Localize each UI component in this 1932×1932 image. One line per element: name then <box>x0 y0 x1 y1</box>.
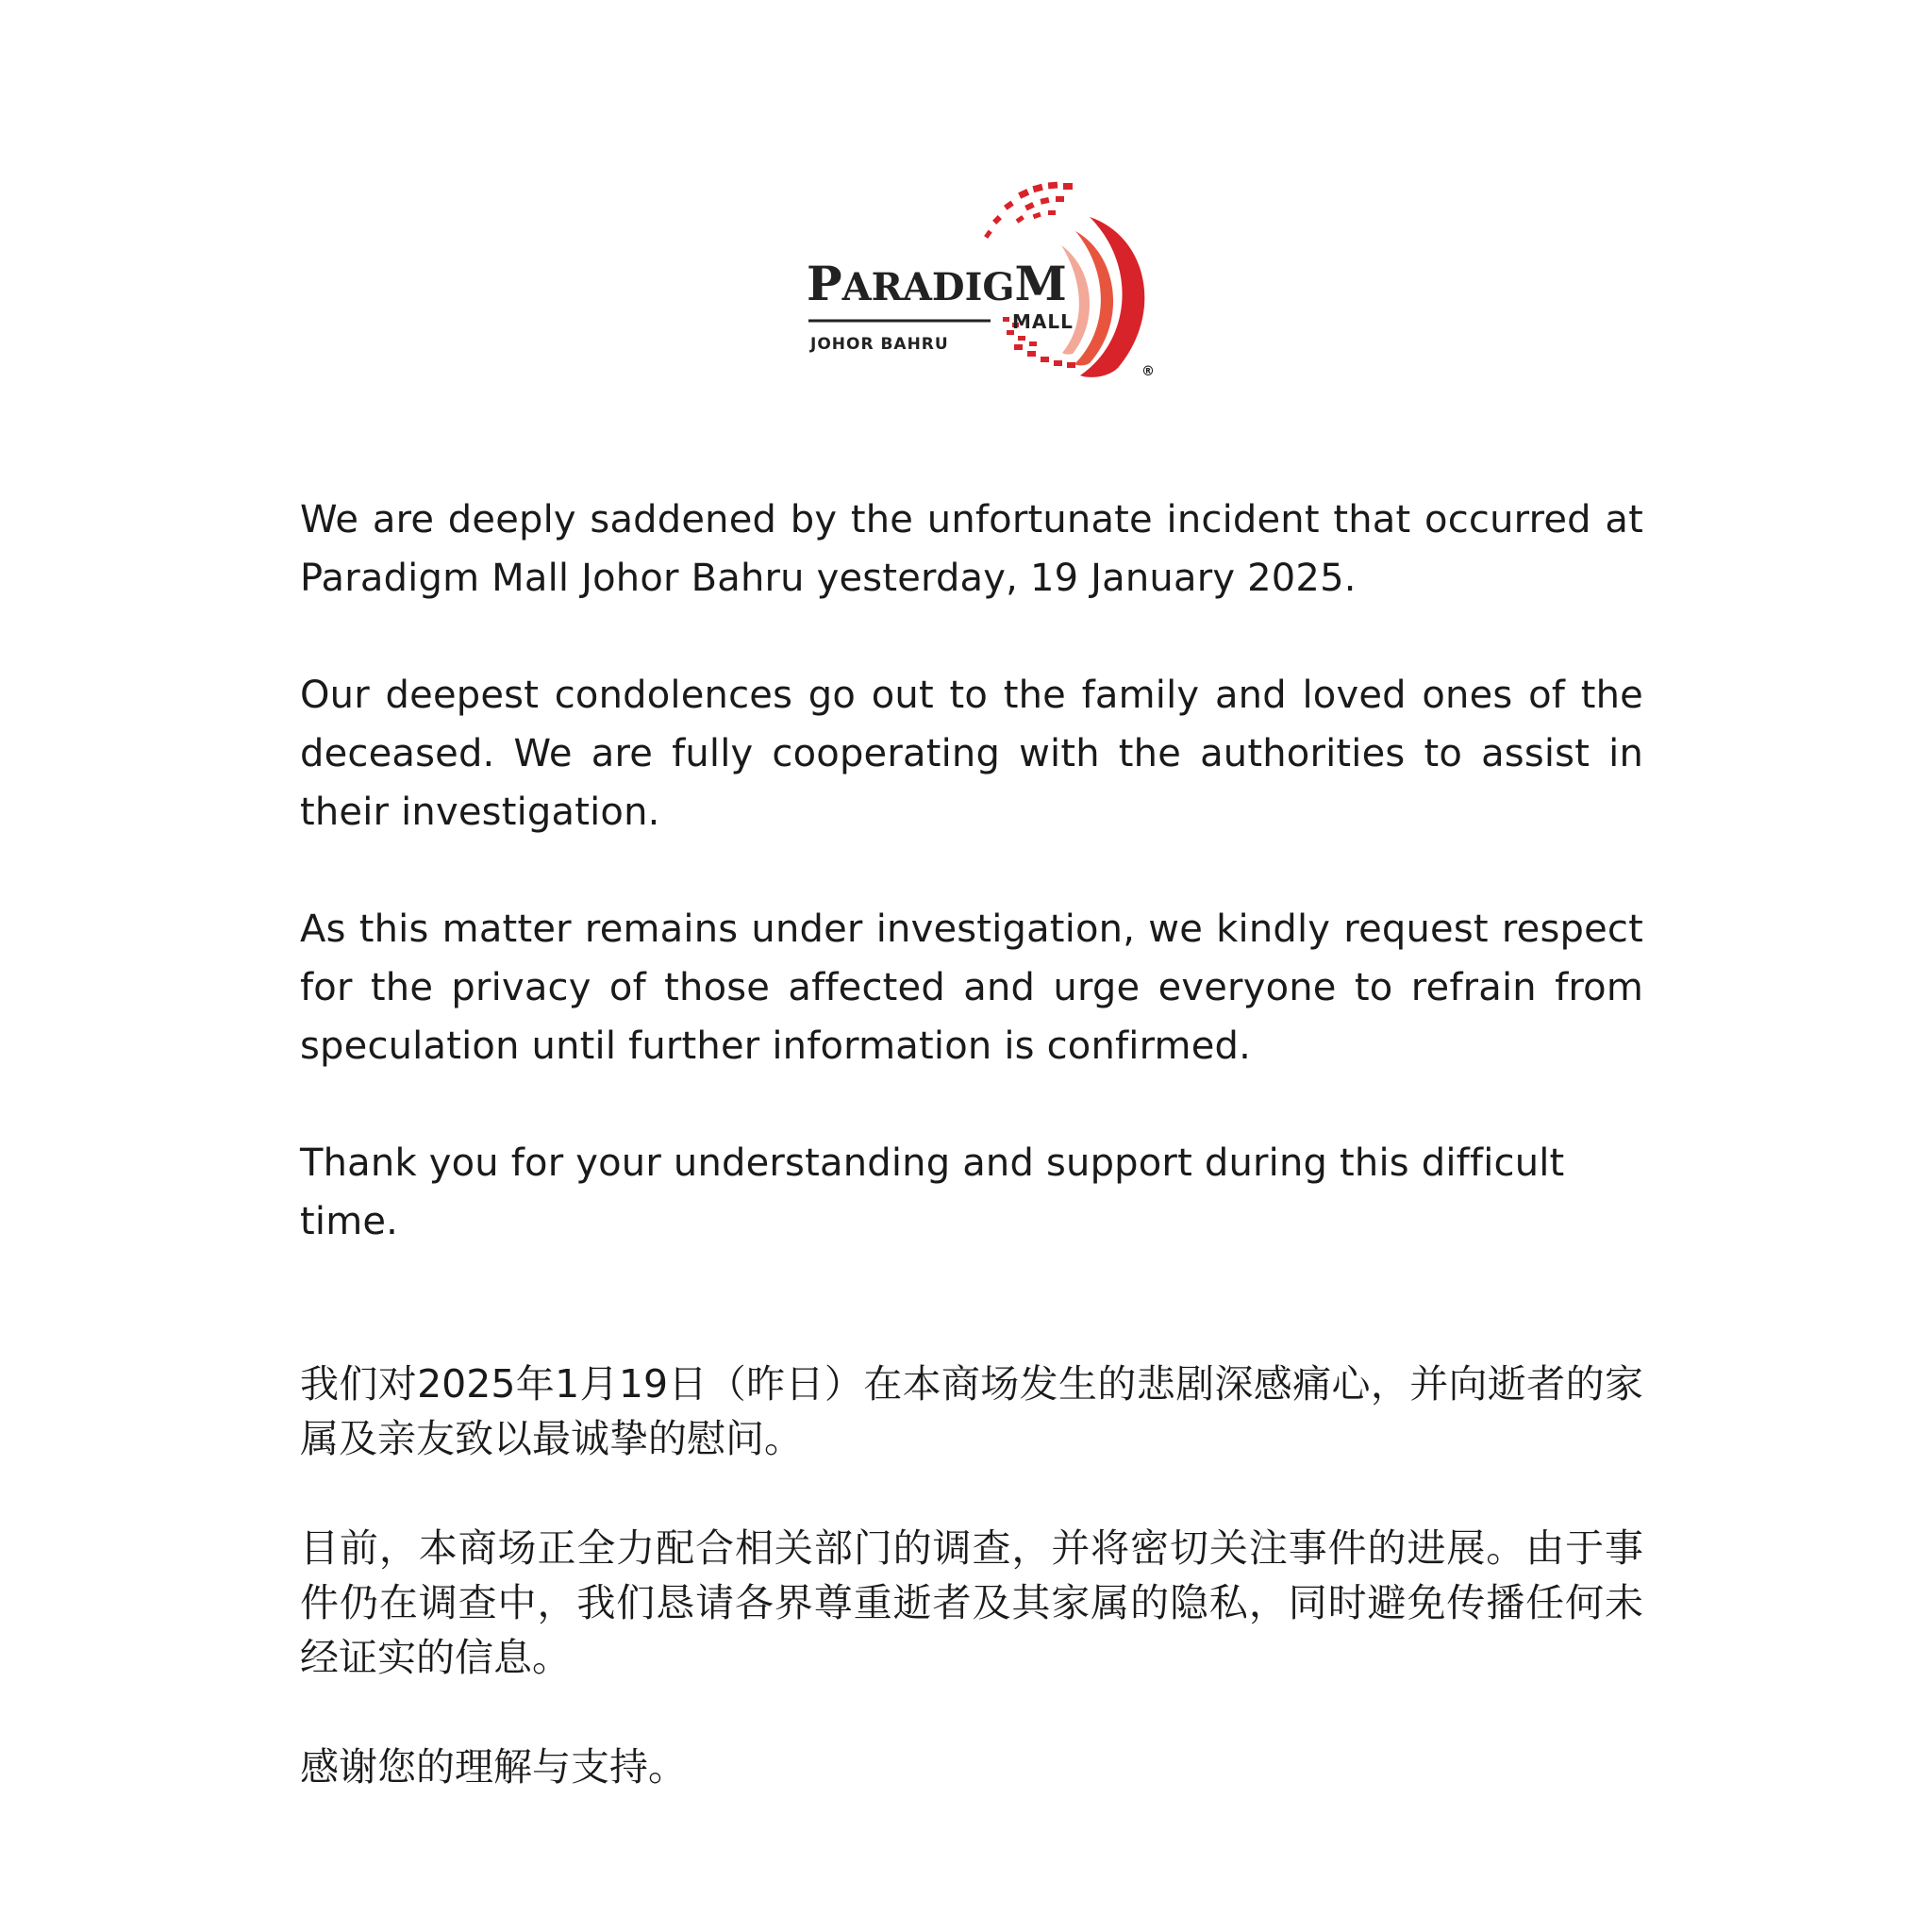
logo-sub: MALL <box>1012 310 1074 333</box>
logo-location: JOHOR BAHRU <box>810 335 949 354</box>
english-paragraph-4: Thank you for your understanding and support during this difficult time. <box>300 1141 1565 1243</box>
logo-graphic <box>807 179 1184 387</box>
statement-body <box>300 491 1643 1849</box>
english-paragraph-3: As this matter remains under investigation, we kindly request respect for the privacy of those affected and urge everyone to refrain from speculation until further information is confirmed. <box>300 908 1643 1068</box>
chinese-paragraph-2: 目前，本商场正全力配合相关部门的调查，并将密切关注事件的进展。由于事件仍在调查中，我们恳请各界尊重逝者及其家属的隐私，同时避免传播任何未经证实的信息。 <box>300 1525 1643 1680</box>
chinese-paragraph-1: 我们对2025年1月19日（昨日）在本商场发生的悲剧深感痛心，并向逝者的家属及亲友致以最诚挚的慰问。 <box>300 1361 1643 1461</box>
registered-mark: ® <box>1141 364 1155 379</box>
logo-name: PARADIGM <box>807 256 1067 311</box>
english-statement <box>300 491 1643 1251</box>
english-paragraph-2: Our deepest condolences go out to the family and loved ones of the deceased. We are fully cooperating with the authorities to assist in their investigation. <box>300 674 1643 834</box>
english-paragraph-1: We are deeply saddened by the unfortunate incident that occurred at Paradigm Mall Johor Bahru yesterday, 19 January 2025. <box>300 498 1643 600</box>
paradigm-mall-logo <box>807 179 1184 387</box>
chinese-statement <box>300 1357 1643 1794</box>
chinese-paragraph-3: 感谢您的理解与支持。 <box>300 1744 687 1790</box>
